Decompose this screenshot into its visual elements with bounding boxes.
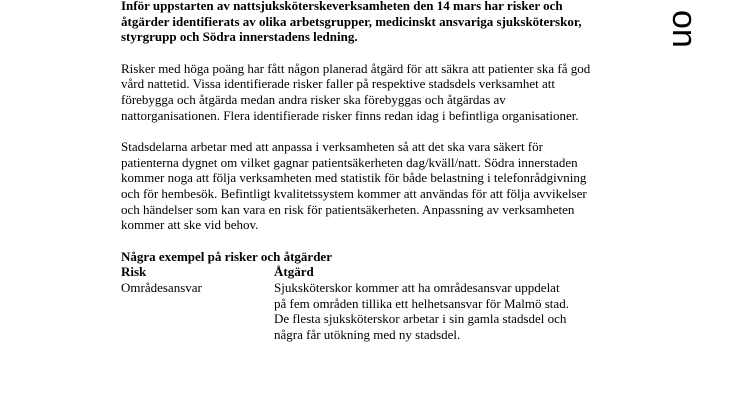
rotated-margin-label: on (665, 10, 703, 48)
column-header-action: Åtgärd (274, 264, 314, 280)
body-paragraph-districts: Stadsdelarna arbetar med att anpassa i verksamheten så att det ska vara säkert för patienterna dygnet om vilket gagnar patientsäkerheten dag/kväll/natt. Södra innerstaden kommer noga att följa verksamheten med statistik för både belastning i telefonrådgivning och för hembesök. Befintligt kvalitetssystem kommer att användas för att följa avvikelser och händelser som kan vara en risk för patientsäkerheten. Anpassning av verksamheten kommer att ske vid behov. (121, 139, 587, 233)
table-row (121, 280, 591, 342)
examples-table-header (121, 264, 591, 280)
document-body (121, 0, 591, 342)
examples-heading: Några exempel på risker och åtgärder (121, 248, 332, 264)
action-cell: Sjuksköterskor kommer att ha områdesansvar uppdelat på fem områden tillika ett helhetsansvar för Malmö stad. De flesta sjuksköterskor arbetar i sin gamla stadsdel och några får utökning med ny stadsdel. (274, 279, 569, 342)
column-header-risk: Risk (121, 264, 147, 280)
lead-paragraph: Inför uppstarten av nattsjuksköterskeverksamheten den 14 mars har risker och åtgärder identifierats av olika arbetsgrupper, medicinskt ansvariga sjuksköterskor, styrgrupp och Södra innerstadens ledning. (121, 0, 582, 45)
risk-cell: Områdesansvar (121, 279, 202, 295)
rotated-margin-text (666, 10, 702, 66)
body-paragraph-risks: Risker med höga poäng har fått någon planerad åtgärd för att säkra att patienter ska få god vård nattetid. Vissa identifierade risker faller på respektive stadsdels verksamhet att förebygga och åtgärda medan andra risker ska förebyggas och åtgärdas av nattorganisationen. Flera identifierade risker finns redan idag i befintliga organisationer. (121, 60, 591, 123)
